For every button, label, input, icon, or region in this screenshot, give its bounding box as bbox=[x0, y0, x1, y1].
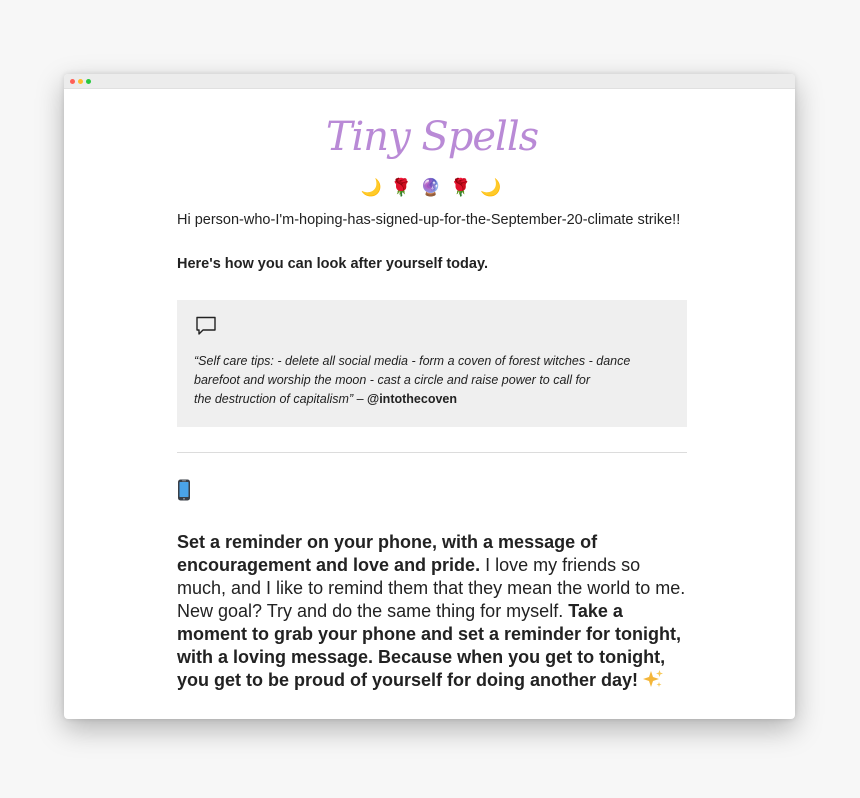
quote-author: @intothecoven bbox=[367, 392, 457, 406]
email-window bbox=[64, 74, 795, 719]
tip-paragraph bbox=[177, 531, 687, 692]
email-content bbox=[177, 88, 687, 692]
brand-logo: Tiny Spells bbox=[325, 114, 539, 160]
greeting-text: Hi person-who-I'm-hoping-has-signed-up-for-the-September-20-climate strike!! bbox=[177, 212, 681, 228]
window-titlebar bbox=[64, 74, 795, 89]
emoji-divider: 🌙 🌹 🔮 🌹 🌙 bbox=[360, 178, 504, 197]
quote-line-1: “Self care tips: - delete all social media - form a coven of forest witches - dance bbox=[194, 354, 631, 368]
window-close-button[interactable] bbox=[70, 79, 75, 84]
quote-text bbox=[194, 352, 671, 409]
tip-bold-2: Take a moment to grab your phone and set a reminder for tonight, with a loving message. Because when you get to tonight, you get to be proud of yourself for doing another day! bbox=[177, 601, 682, 690]
intro-heading: Here's how you can look after yourself today. bbox=[177, 256, 488, 272]
quote-box bbox=[177, 300, 687, 427]
quote-line-2: barefoot and worship the moon - cast a circle and raise power to call for bbox=[194, 373, 591, 387]
window-minimize-button[interactable] bbox=[78, 79, 83, 84]
section-divider bbox=[177, 452, 687, 453]
mobile-phone-icon bbox=[177, 479, 191, 501]
quote-line-3: the destruction of capitalism” – bbox=[194, 392, 364, 406]
speech-bubble-icon bbox=[194, 314, 218, 338]
sparkles-icon bbox=[642, 669, 664, 689]
tip-regular: I love my friends so much, and I like to remind them that they mean the world to me. New goal? Try and do the same thing for myself. bbox=[177, 555, 686, 621]
tip-bold-1: Set a reminder on your phone, with a message of encouragement and love and pride. bbox=[177, 532, 598, 575]
window-zoom-button[interactable] bbox=[86, 79, 91, 84]
